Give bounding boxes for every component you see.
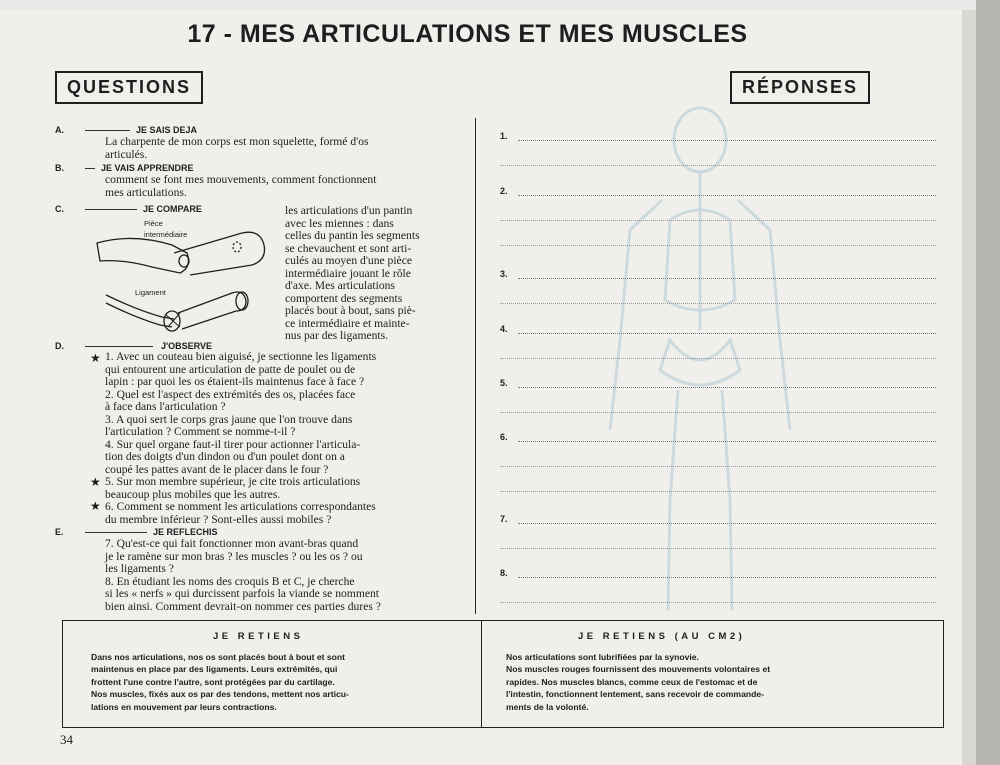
section-d-rule (85, 346, 153, 347)
page-edge (976, 0, 1000, 765)
star-marker: ★ (90, 475, 101, 489)
text-line: Dans nos articulations, nos os sont placés bout à bout et sont (91, 652, 346, 662)
text-line: articulés. (105, 147, 148, 161)
answer-number-4: 4. (500, 324, 508, 334)
section-c-rule (85, 209, 137, 210)
section-d-text (105, 351, 376, 526)
answer-number-8: 8. (500, 568, 508, 578)
text-line: 4. Sur quel organe faut-il tirer pour actionner l'articula- (105, 437, 361, 451)
star-marker: ★ (90, 351, 101, 365)
answer-number-6: 6. (500, 432, 508, 442)
column-divider (475, 118, 476, 614)
section-c-heading (55, 204, 202, 214)
reponses-header: RÉPONSES (730, 71, 870, 104)
answer-line[interactable] (518, 523, 936, 524)
text-line: 6. Comment se nomment les articulations correspondantes (105, 500, 376, 513)
text-line: les articulations d'un pantin (285, 204, 413, 217)
answer-line[interactable] (500, 220, 936, 221)
answer-line[interactable] (518, 577, 936, 578)
text-line: 7. Qu'est-ce qui fait fonctionner mon avant-bras quand (105, 537, 359, 550)
section-e-title: JE REFLECHIS (153, 527, 218, 537)
section-e-heading (55, 527, 218, 537)
text-line: Nos articulations sont lubrifiées par la synovie. (506, 652, 699, 662)
text-line: 5. Sur mon membre supérieur, je cite trois articulations (105, 475, 361, 488)
section-d-title: J'OBSERVE (161, 341, 212, 351)
je-retiens-box (62, 620, 944, 728)
answer-number-7: 7. (500, 514, 508, 524)
section-b-rule (85, 168, 95, 169)
text-line: nus par des ligaments. (285, 329, 389, 342)
text-line: rapides. Nos muscles blancs, comme ceux de l'estomac et de (506, 676, 758, 687)
section-e-rule (85, 532, 147, 533)
text-line: ce intermédiaire et mainte- (285, 316, 410, 330)
skeleton-showthrough (590, 100, 810, 620)
section-b-letter: B. (55, 163, 64, 173)
answer-line[interactable] (500, 245, 936, 246)
answer-line[interactable] (500, 165, 936, 166)
answer-line[interactable] (518, 441, 936, 442)
text-line: 8. En étudiant les noms des croquis B et C, je cherche (105, 574, 355, 588)
answer-line[interactable] (518, 333, 936, 334)
text-line: celles du pantin les segments (285, 229, 420, 242)
text-line: du membre inférieur ? Sont-elles aussi mobiles ? (105, 512, 332, 526)
answer-line[interactable] (518, 278, 936, 279)
text-line: beaucoup plus mobiles que les autres. (105, 487, 281, 501)
text-line: bien ainsi. Comment devrait-on nommer ces parties dures ? (105, 599, 381, 613)
text-line: lapin : par quoi les os étaient-ils maintenus face à face ? (105, 375, 365, 388)
text-line: d'axe. Mes articulations (285, 279, 395, 292)
text-line: 1. Avec un couteau bien aiguisé, je sectionne les ligaments (105, 350, 377, 363)
text-line: 2. Quel est l'aspect des extrémités des os, placées face (105, 387, 356, 401)
text-line: l'intestin, fonctionnent lentement, sans recevoir de commande- (506, 689, 764, 700)
figure-label-intermediaire: intermédiaire (144, 230, 188, 239)
section-a-text (105, 136, 369, 161)
figure-label-piece: Pièce (144, 219, 163, 228)
section-b-text (105, 174, 376, 199)
text-line: comment se font mes mouvements, comment fonctionnent (105, 173, 377, 186)
text-line: les ligaments ? (105, 562, 174, 575)
text-line: mes articulations. (105, 185, 187, 199)
text-line: tion des doigts d'un dindon ou d'un poulet dont on a (105, 450, 345, 463)
text-line: qui entourent une articulation de patte de poulet ou de (105, 362, 356, 376)
page-number: 34 (60, 732, 73, 747)
answer-line[interactable] (500, 466, 936, 467)
section-a-letter: A. (55, 125, 64, 135)
text-line: l'articulation ? Comment se nomme-t-il ? (105, 425, 296, 438)
answer-line[interactable] (518, 387, 936, 388)
answer-line[interactable] (500, 303, 936, 304)
section-a-title: JE SAIS DEJA (136, 125, 198, 135)
text-line: lations en mouvement par leurs contractions. (91, 701, 277, 712)
answer-line[interactable] (500, 412, 936, 413)
text-line: coupé les pattes avant de le placer dans le four ? (105, 462, 329, 476)
section-b-heading (55, 163, 194, 173)
answer-line[interactable] (500, 491, 936, 492)
star-marker: ★ (90, 499, 101, 513)
answer-line[interactable] (518, 140, 936, 141)
answer-line[interactable] (500, 602, 936, 603)
answer-number-2: 2. (500, 186, 508, 196)
section-c-title: JE COMPARE (143, 204, 202, 214)
text-line: Nos muscles, fixés aux os par des tendons, mettent nos articu- (91, 689, 349, 700)
text-line: se chevauchent et sont arti- (285, 241, 412, 255)
text-line: frottent l'une contre l'autre, sont protégées par du cartilage. (91, 676, 335, 687)
answer-line[interactable] (500, 548, 936, 549)
text-line: maintenus en place par des ligaments. Leurs extrémités, qui (91, 664, 338, 675)
answer-number-1: 1. (500, 131, 508, 141)
text-line: avec les miennes : dans (285, 216, 394, 230)
text-line: je le ramène sur mon bras ? les muscles ? ou les os ? ou (105, 549, 363, 563)
retiens-left-title: JE RETIENS (213, 631, 304, 642)
text-line: La charpente de mon corps est mon squelette, formé d'os (105, 135, 369, 148)
retiens-divider (481, 621, 482, 727)
section-e-text (105, 538, 381, 613)
text-line: intermédiaire jouant le rôle (285, 266, 411, 280)
text-line: ments de la volonté. (506, 701, 589, 712)
text-line: si les « nerfs » qui durcissent parfois la viande se nomment (105, 587, 380, 600)
text-line: comportent des segments (285, 291, 403, 305)
page-title: 17 - MES ARTICULATIONS ET MES MUSCLES (187, 20, 748, 48)
page-spine (962, 10, 976, 765)
section-e-letter: E. (55, 527, 64, 537)
text-line: Nos muscles rouges fournissent des mouvements volontaires et (506, 664, 771, 675)
section-c-text (285, 205, 420, 343)
text-line: 3. A quoi sert le corps gras jaune que l'on trouve dans (105, 412, 353, 426)
section-c-letter: C. (55, 204, 64, 214)
answer-line[interactable] (518, 195, 936, 196)
answer-line[interactable] (500, 358, 936, 359)
text-line: placés bout à bout, sans piè- (285, 304, 416, 317)
retiens-right-title: JE RETIENS (AU CM2) (578, 631, 746, 642)
section-a-rule (85, 130, 130, 131)
text-line: culés au moyen d'une pièce (285, 254, 412, 267)
questions-header: QUESTIONS (55, 71, 203, 104)
section-b-title: JE VAIS APPRENDRE (101, 163, 194, 173)
retiens-right-text (506, 651, 770, 713)
retiens-left-text (91, 651, 349, 713)
text-line: à face dans l'articulation ? (105, 400, 226, 413)
section-d-letter: D. (55, 341, 64, 351)
answer-number-3: 3. (500, 269, 508, 279)
section-a-heading (55, 125, 197, 135)
answer-number-5: 5. (500, 378, 508, 388)
figure-label-ligament: Ligament (135, 288, 166, 297)
